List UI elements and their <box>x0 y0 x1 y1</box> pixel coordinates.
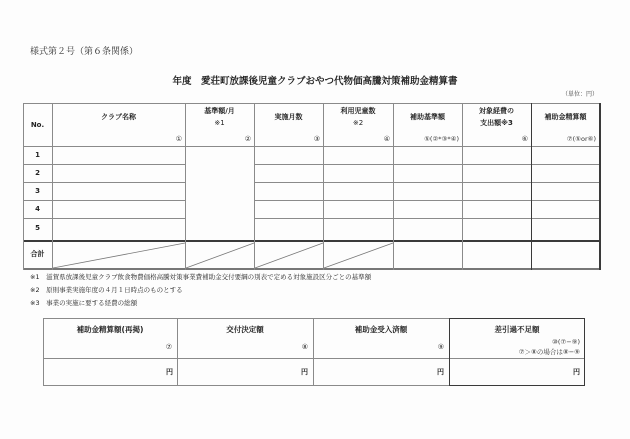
header-children-num: ④ <box>383 135 390 143</box>
header-no: No. <box>30 121 45 129</box>
summary-header-received-num: ⑨ <box>437 343 444 351</box>
total-subsidy-base-cell[interactable] <box>394 242 462 268</box>
club-name-cell-4[interactable] <box>53 201 185 218</box>
total-settlement-cell[interactable] <box>532 242 599 268</box>
note-1: ※1 滋賀県放課後児童クラブ飲食物費価格高騰対策事業費補助金交付要綱の別表で定める対象施設区分ごとの基準額 <box>30 273 372 281</box>
club-name-cell-2[interactable] <box>53 165 185 182</box>
header-months-num: ③ <box>313 135 320 143</box>
summary-header-received: 補助金受入済額 <box>354 325 408 334</box>
table-border-top <box>23 103 600 104</box>
document-title: 年度 愛荘町放課後児童クラブおやつ代物価高騰対策補助金精算書 <box>172 76 458 87</box>
summary-grant-decision-value[interactable] <box>178 359 298 385</box>
unit-label: （単位：円） <box>561 91 598 98</box>
header-club-name-num: ① <box>175 135 182 143</box>
header-months: 実施月数 <box>274 113 303 121</box>
header-base-amount-num: ② <box>244 135 251 143</box>
header-club-name: クラブ名称 <box>101 113 136 121</box>
summary-difference-value[interactable] <box>450 359 570 385</box>
club-name-cell-3[interactable] <box>53 183 185 200</box>
total-label: 合計 <box>30 250 45 258</box>
club-name-cell-5[interactable] <box>53 219 185 240</box>
summary-header-grant-decision: 交付決定額 <box>226 325 264 334</box>
summary-grant-decision-unit: 円 <box>301 368 308 376</box>
header-children-note: ※2 <box>352 119 364 127</box>
summary-difference-unit: 円 <box>573 368 580 376</box>
row-line <box>254 164 600 165</box>
row-number: 1 <box>35 151 40 159</box>
header-base-amount: 基準額/月 <box>204 107 235 115</box>
summary-settlement-value[interactable] <box>44 359 164 385</box>
summary-settlement-unit: 円 <box>166 368 173 376</box>
header-subsidy-base: 補助基準額 <box>410 113 445 121</box>
total-expenditure-cell[interactable] <box>463 242 531 268</box>
row-line <box>254 218 600 219</box>
row-line <box>254 200 600 201</box>
header-settlement: 補助金精算額 <box>544 113 587 121</box>
table-border-right <box>599 103 601 270</box>
header-expenditure: 対象経費の <box>479 107 514 115</box>
summary-header-difference-formula: ⑩(⑦−⑨) <box>552 338 580 346</box>
header-children: 利用児童数 <box>340 107 376 115</box>
header-settlement-num: ⑦(⑤or⑥) <box>566 135 596 143</box>
row-number: 5 <box>35 224 40 232</box>
summary-header-difference: 差引過不足額 <box>494 325 540 334</box>
summary-emphasis-top <box>449 318 585 319</box>
header-expenditure-num: ⑥ <box>521 135 528 143</box>
summary-header-settlement: 補助金精算額(再掲) <box>76 325 144 334</box>
summary-header-difference-condition: ⑦＞⑧の場合は⑧−⑨ <box>518 348 580 356</box>
header-base-amount-note: ※1 <box>214 119 225 127</box>
summary-header-settlement-num: ⑦ <box>165 343 172 351</box>
base-amount-merged-cell[interactable] <box>186 147 254 240</box>
row-number: 4 <box>35 205 40 213</box>
note-2: ※2 原則事業実施年度の４月１日時点のものとする <box>30 286 183 294</box>
row-line <box>254 182 600 183</box>
club-name-cell-1[interactable] <box>53 147 185 164</box>
row-number: 3 <box>35 187 40 195</box>
summary-emphasis-bottom <box>449 385 585 386</box>
note-3: ※3 事業の実施に要する経費の総額 <box>30 299 138 307</box>
row-number: 2 <box>35 169 40 177</box>
summary-received-unit: 円 <box>437 368 444 376</box>
header-subsidy-base-num: ⑤(②*③*④) <box>424 135 459 143</box>
summary-received-value[interactable] <box>314 359 434 385</box>
form-number: 様式第２号（第６条関係） <box>30 47 139 57</box>
header-expenditure-line2: 支出額※3 <box>480 119 513 127</box>
summary-header-grant-decision-num: ⑧ <box>301 343 308 351</box>
